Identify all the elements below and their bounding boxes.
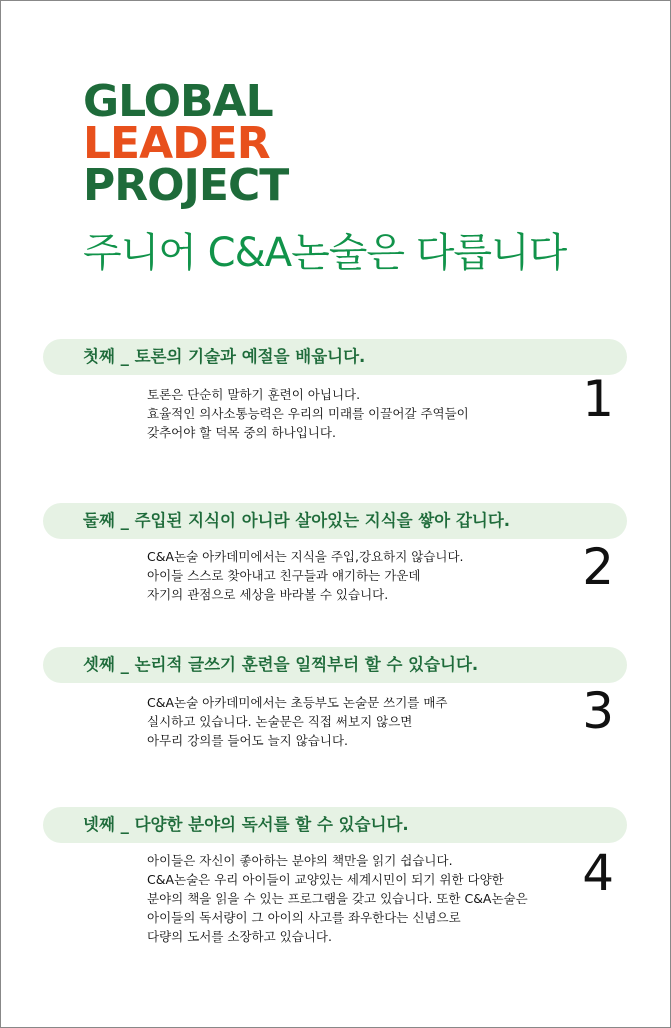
body-line: 갖추어야 할 덕목 중의 하나입니다.: [147, 425, 336, 440]
section-title: 넷째 _ 다양한 분야의 독서를 할 수 있습니다.: [83, 815, 409, 834]
body-line: 아이들의 독서량이 그 아이의 사고를 좌우한다는 신념으로: [147, 910, 461, 925]
body-line: 다량의 도서를 소장하고 있습니다.: [147, 929, 332, 944]
section-number: 4: [582, 844, 614, 902]
section-title: 둘째 _ 주입된 지식이 아니라 살아있는 지식을 쌓아 갑니다.: [83, 511, 511, 530]
body-line: 아무리 강의를 들어도 늘지 않습니다.: [147, 733, 348, 748]
section-body: [147, 547, 464, 604]
body-line: C&A논술 아카데미에서는 초등부도 논술문 쓰기를 매주: [147, 695, 448, 710]
section-body: [147, 693, 447, 750]
section-number: 1: [582, 370, 614, 428]
body-line: 분야의 책을 읽을 수 있는 프로그램을 갖고 있습니다. 또한 C&A논술은: [147, 891, 528, 906]
headline: 주니어 C&A논술은 다릅니다: [83, 230, 567, 276]
body-line: 실시하고 있습니다. 논술문은 직접 써보지 않으면: [147, 714, 413, 729]
section-title: 첫째 _ 토론의 기술과 예절을 배웁니다.: [83, 347, 366, 366]
global-leader-project-logo: [83, 76, 289, 211]
body-line: 자기의 관점으로 세상을 바라볼 수 있습니다.: [147, 587, 389, 602]
section-title: 셋째 _ 논리적 글쓰기 훈련을 일찍부터 할 수 있습니다.: [83, 655, 479, 674]
logo-line-leader: LEADER: [83, 118, 270, 169]
section-body: [147, 385, 469, 442]
body-line: C&A논술은 우리 아이들이 교양있는 세계시민이 되기 위한 다양한: [147, 872, 504, 887]
body-line: 효율적인 의사소통능력은 우리의 미래를 이끌어갈 주역들이: [147, 406, 469, 421]
section-body: [147, 851, 528, 946]
body-line: C&A논술 아카데미에서는 지식을 주입,강요하지 않습니다.: [147, 549, 464, 564]
body-line: 토론은 단순히 말하기 훈련이 아닙니다.: [147, 387, 361, 402]
section-number: 3: [582, 682, 614, 740]
logo-line-global: GLOBAL: [83, 76, 273, 127]
body-line: 아이들 스스로 찾아내고 친구들과 얘기하는 가운데: [147, 568, 421, 583]
body-line: 아이들은 자신이 좋아하는 분야의 책만을 읽기 쉽습니다.: [147, 853, 453, 868]
section-number: 2: [582, 538, 614, 596]
logo-line-project: PROJECT: [83, 160, 289, 211]
